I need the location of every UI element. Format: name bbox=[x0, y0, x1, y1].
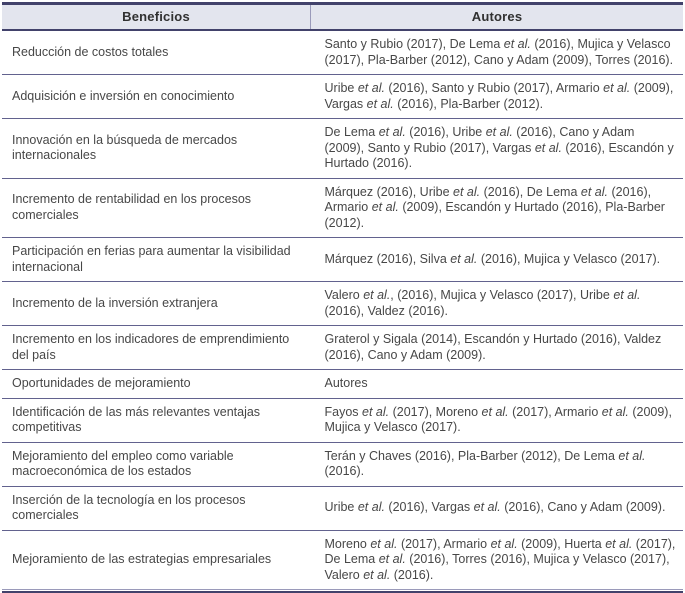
scanned-table-document bbox=[2, 2, 683, 593]
autores-cell bbox=[311, 442, 684, 486]
autores-cell bbox=[311, 30, 684, 75]
table-row bbox=[2, 486, 683, 530]
beneficio-cell bbox=[2, 119, 311, 179]
beneficio-text: Mejoramiento del empleo como variable macroeconómica de los estados bbox=[12, 448, 234, 478]
beneficio-cell bbox=[2, 238, 311, 282]
autores-cell bbox=[311, 238, 684, 282]
autores-cell bbox=[311, 178, 684, 238]
beneficio-text: Inserción de la tecnología en los procesos comerciales bbox=[12, 492, 246, 522]
beneficio-text: Adquisición e inversión en conocimiento bbox=[12, 88, 235, 103]
autores-text: Moreno et al. (2017), Armario et al. (2009), Huerta et al. (2017), De Lema et al. (2016), Torres (2016), Mujica y Velasco (2017), Valero et al. (2016). bbox=[324, 536, 676, 582]
table-row bbox=[2, 75, 683, 119]
autores-text: Graterol y Sigala (2014), Escandón y Hurtado (2016), Valdez (2016), Cano y Adam (2009). bbox=[324, 332, 662, 362]
beneficio-text: Mejoramiento de las estrategias empresariales bbox=[12, 552, 272, 566]
autores-text: Márquez (2016), Silva et al. (2016), Mujica y Velasco (2017). bbox=[324, 251, 661, 266]
table-header bbox=[2, 4, 683, 31]
table-row bbox=[2, 370, 683, 399]
table-row bbox=[2, 398, 683, 442]
autores-text: Uribe et al. (2016), Vargas et al. (2016), Cano y Adam (2009). bbox=[324, 500, 666, 515]
autores-cell bbox=[311, 398, 684, 442]
beneficio-cell bbox=[2, 370, 311, 399]
autores-text: Márquez (2016), Uribe et al. (2016), De Lema et al. (2016), Armario et al. (2009), Escandón y Hurtado (2016), Pla-Barber (2012). bbox=[324, 184, 665, 230]
autores-text: Valero et al., (2016), Mujica y Velasco (2017), Uribe et al. (2016), Valdez (2016). bbox=[324, 288, 641, 318]
column-header-beneficios: Beneficios bbox=[2, 4, 311, 31]
table-body bbox=[2, 30, 683, 590]
beneficio-cell bbox=[2, 282, 311, 326]
beneficio-cell bbox=[2, 442, 311, 486]
table-row bbox=[2, 178, 683, 238]
beneficio-cell bbox=[2, 486, 311, 530]
beneficio-text: Identificación de las más relevantes ventajas competitivas bbox=[12, 404, 261, 434]
beneficio-text: Reducción de costos totales bbox=[12, 44, 169, 59]
table-row bbox=[2, 30, 683, 75]
table-row bbox=[2, 326, 683, 370]
beneficio-cell bbox=[2, 75, 311, 119]
autores-text: Uribe et al. (2016), Santo y Rubio (2017), Armario et al. (2009), Vargas et al. (2016), Pla-Barber (2012). bbox=[324, 81, 674, 111]
autores-text: Fayos et al. (2017), Moreno et al. (2017), Armario et al. (2009), Mujica y Velasco (2017). bbox=[324, 404, 672, 434]
beneficio-text: Oportunidades de mejoramiento bbox=[12, 376, 191, 390]
beneficio-text: Innovación en la búsqueda de mercados internacionales bbox=[12, 132, 238, 163]
autores-cell bbox=[311, 75, 684, 119]
autores-cell bbox=[311, 370, 684, 399]
table-row bbox=[2, 442, 683, 486]
beneficio-cell bbox=[2, 530, 311, 590]
table-row bbox=[2, 530, 683, 590]
autores-text: Santo y Rubio (2017), De Lema et al. (2016), Mujica y Velasco (2017), Pla-Barber (2012), Cano y Adam (2009), Torres (2016). bbox=[324, 37, 674, 67]
beneficio-cell bbox=[2, 326, 311, 370]
beneficio-cell bbox=[2, 30, 311, 75]
beneficio-text: Incremento en los indicadores de emprendimiento del país bbox=[12, 332, 290, 362]
autores-text: De Lema et al. (2016), Uribe et al. (2016), Cano y Adam (2009), Santo y Rubio (2017), Vargas et al. (2016), Escandón y Hurtado (2016). bbox=[324, 125, 674, 170]
beneficio-cell bbox=[2, 398, 311, 442]
header-row bbox=[2, 4, 683, 31]
autores-cell bbox=[311, 282, 684, 326]
beneficio-text: Incremento de rentabilidad en los procesos comerciales bbox=[12, 192, 252, 222]
autores-cell bbox=[311, 486, 684, 530]
column-header-autores: Autores bbox=[311, 4, 684, 31]
beneficio-cell bbox=[2, 178, 311, 238]
benefits-authors-table bbox=[2, 2, 683, 590]
beneficio-text: Incremento de la inversión extranjera bbox=[12, 295, 218, 310]
autores-cell bbox=[311, 326, 684, 370]
autores-cell bbox=[311, 530, 684, 590]
autores-text: Autores bbox=[324, 376, 368, 390]
table-row bbox=[2, 282, 683, 326]
autores-text: Terán y Chaves (2016), Pla-Barber (2012), De Lema et al. (2016). bbox=[324, 448, 646, 478]
table-row bbox=[2, 119, 683, 179]
beneficio-text: Participación en ferias para aumentar la visibilidad internacional bbox=[12, 244, 291, 274]
autores-cell bbox=[311, 119, 684, 179]
table-row bbox=[2, 238, 683, 282]
